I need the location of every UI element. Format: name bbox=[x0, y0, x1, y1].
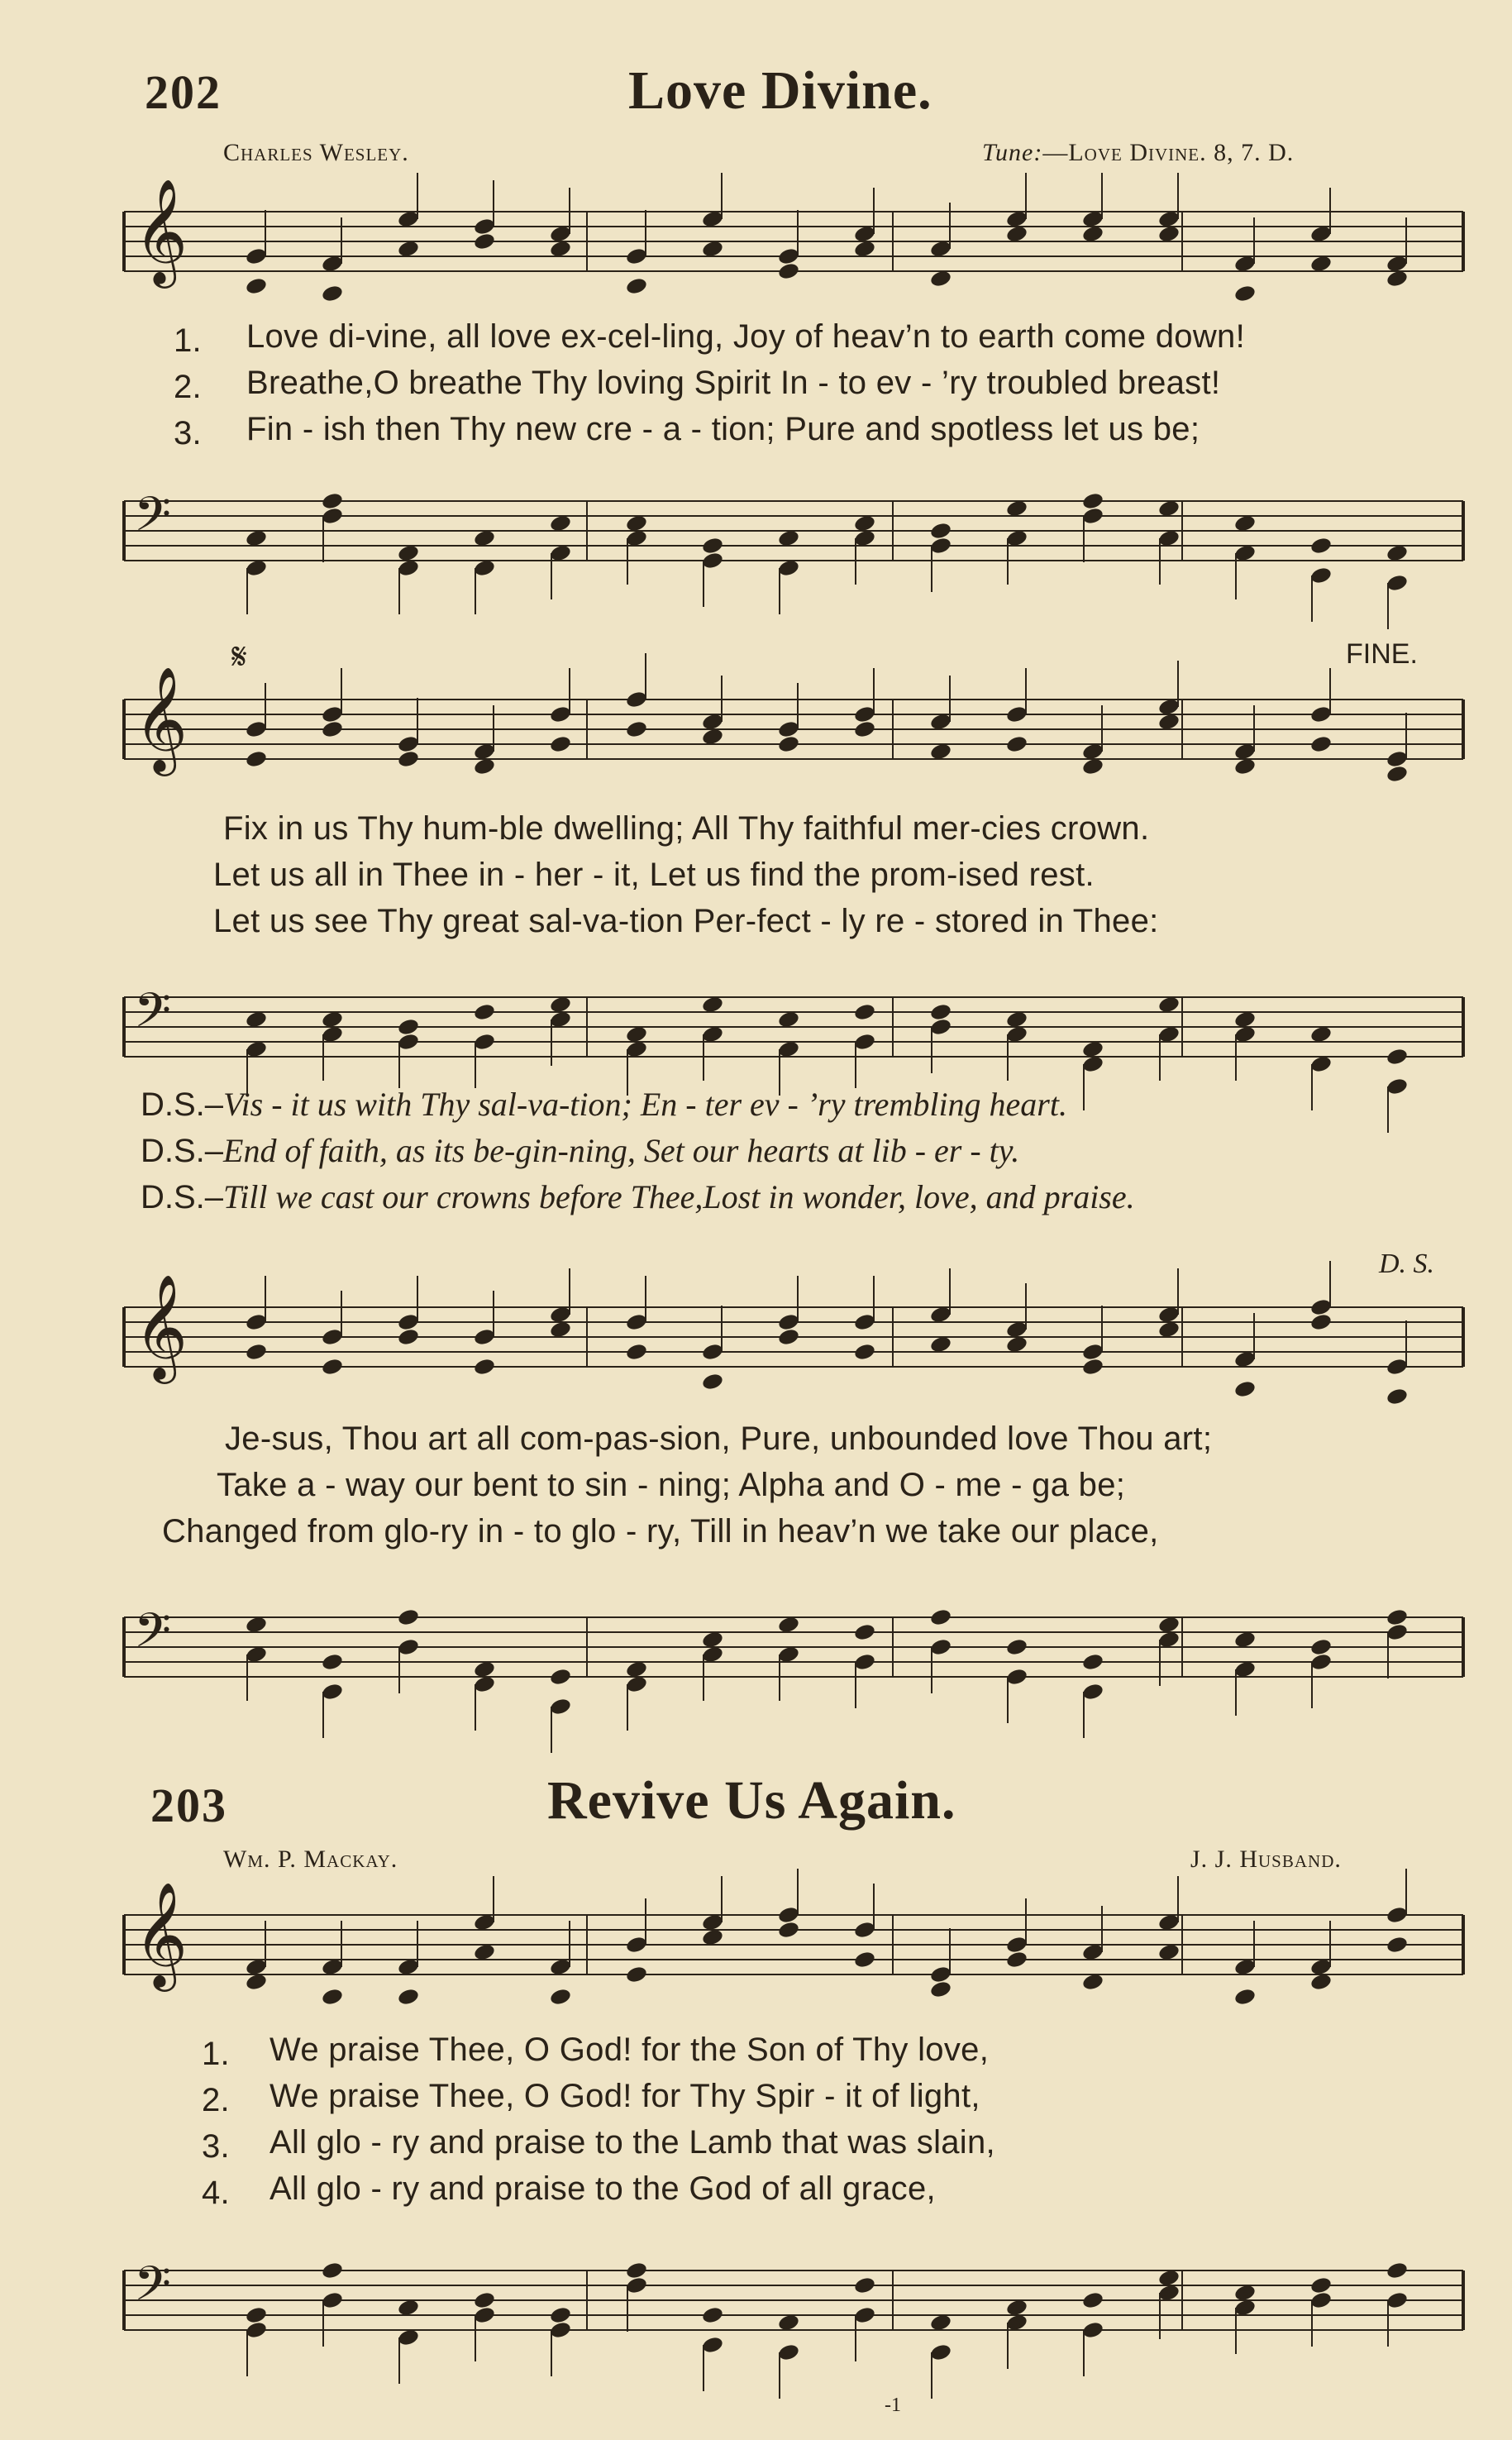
notehead bbox=[625, 1935, 648, 1954]
notehead bbox=[853, 1622, 876, 1641]
notehead bbox=[321, 719, 344, 738]
notehead bbox=[1309, 566, 1333, 585]
verse-203-1: We praise Thee, O God! for the Son of Thy love, bbox=[269, 2032, 990, 2068]
treble-clef-icon: 𝄞 bbox=[134, 178, 188, 284]
notehead bbox=[549, 2305, 572, 2324]
notehead bbox=[701, 551, 724, 570]
verse-2-line-3: Take a - way our bent to sin - ning; Alpha and O - me - ga be; bbox=[217, 1467, 1126, 1503]
verse-3-line-3: Changed from glo-ry in - to glo - ry, Till in heav’n we take our place, bbox=[162, 1513, 1159, 1549]
notehead bbox=[1233, 1987, 1257, 2006]
notehead bbox=[701, 1372, 724, 1391]
notehead bbox=[473, 2290, 496, 2309]
notehead bbox=[625, 1342, 648, 1361]
verse-3-line-2: Let us see Thy great sal-va-tion Per-fect - ly re - stored in Thee: bbox=[213, 903, 1159, 939]
notehead bbox=[1081, 1682, 1104, 1701]
notehead bbox=[853, 1652, 876, 1671]
notehead bbox=[777, 719, 800, 738]
segno-sign: 𝄋 bbox=[231, 637, 247, 677]
notehead bbox=[929, 1017, 952, 1036]
notehead bbox=[397, 1637, 420, 1656]
notehead bbox=[1386, 573, 1409, 592]
notehead bbox=[397, 1312, 420, 1331]
notehead bbox=[473, 2305, 496, 2324]
notehead bbox=[625, 1312, 648, 1331]
notehead bbox=[1386, 1935, 1409, 1954]
treble-staff-system2 bbox=[124, 666, 1463, 794]
notehead bbox=[701, 2335, 724, 2354]
verse-2-number: 2. bbox=[174, 369, 202, 405]
notehead bbox=[1005, 1950, 1028, 1969]
notehead bbox=[473, 217, 496, 236]
notehead bbox=[321, 1357, 344, 1376]
notehead bbox=[1081, 1357, 1104, 1376]
notehead bbox=[321, 1987, 344, 2006]
notehead bbox=[1005, 704, 1028, 723]
notehead bbox=[473, 232, 496, 251]
ds-line-3: D.S.–Till we cast our crowns before Thee,Lost in wonder, love, and praise. bbox=[141, 1178, 1135, 1215]
notehead bbox=[777, 734, 800, 753]
notehead bbox=[853, 1920, 876, 1939]
verse-203-3-number: 3. bbox=[202, 2128, 230, 2165]
notehead bbox=[397, 1607, 420, 1626]
notehead bbox=[1081, 506, 1104, 525]
treble-staff-system3 bbox=[124, 1273, 1463, 1401]
ds-line-2: D.S.–End of faith, as its be-gin-ning, Set our hearts at lib - er - ty. bbox=[141, 1132, 1020, 1169]
notehead bbox=[321, 704, 344, 723]
hymn-author: Charles Wesley. bbox=[223, 139, 409, 166]
verse-2-line-2: Let us all in Thee in - her - it, Let us find the prom-ised rest. bbox=[213, 857, 1095, 893]
notehead bbox=[1005, 1637, 1028, 1656]
bass-clef-icon: 𝄢 bbox=[134, 485, 172, 554]
notehead bbox=[1233, 1379, 1257, 1398]
notehead bbox=[1386, 764, 1409, 783]
bass-staff-system3 bbox=[124, 1596, 1463, 1712]
notehead bbox=[625, 276, 648, 295]
verse-203-1-number: 1. bbox=[202, 2036, 230, 2072]
ds-line-1: D.S.–Vis - it us with Thy sal-va-tion; En - ter ev - ’ry trembling heart. bbox=[141, 1086, 1067, 1123]
notehead bbox=[1309, 2275, 1333, 2294]
notehead bbox=[1386, 1357, 1409, 1376]
notehead bbox=[1386, 1622, 1409, 1641]
notehead bbox=[473, 1327, 496, 1346]
treble-clef-icon: 𝄞 bbox=[134, 1273, 188, 1380]
hymn-composer-203: J. J. Husband. bbox=[1190, 1846, 1342, 1873]
notehead bbox=[929, 1607, 952, 1626]
verse-203-2: We praise Thee, O God! for Thy Spir - it of light, bbox=[269, 2078, 980, 2114]
notehead bbox=[321, 2290, 344, 2309]
notehead bbox=[1386, 1077, 1409, 1096]
notehead bbox=[853, 1950, 876, 1969]
tune-label: Tune: bbox=[982, 139, 1043, 166]
notehead bbox=[929, 521, 952, 540]
hymn-author-203: Wm. P. Mackay. bbox=[223, 1846, 398, 1873]
notehead bbox=[929, 2342, 952, 2361]
hymn-number-203: 203 bbox=[150, 1779, 227, 1832]
verse-1-line-1: Love di-vine, all love ex-cel-ling, Joy of heav’n to earth come down! bbox=[246, 318, 1245, 355]
notehead bbox=[625, 2261, 648, 2280]
notehead bbox=[625, 719, 648, 738]
notehead bbox=[1309, 734, 1333, 753]
notehead bbox=[397, 734, 420, 753]
verse-2-line-1: Breathe,O breathe Thy loving Spirit In - to ev - ’ry troubled breast! bbox=[246, 365, 1221, 401]
notehead bbox=[549, 1987, 572, 2006]
notehead bbox=[321, 284, 344, 303]
notehead bbox=[397, 749, 420, 768]
verse-203-3: All glo - ry and praise to the Lamb that was slain, bbox=[269, 2124, 995, 2161]
notehead bbox=[321, 506, 344, 525]
tune-name: —Love Divine. 8, 7. D. bbox=[1042, 139, 1295, 166]
notehead bbox=[473, 1032, 496, 1051]
notehead bbox=[1386, 2261, 1409, 2280]
notehead bbox=[701, 536, 724, 555]
notehead bbox=[549, 1697, 572, 1716]
notehead bbox=[853, 1342, 876, 1361]
notehead bbox=[701, 1342, 724, 1361]
notehead bbox=[853, 719, 876, 738]
notehead bbox=[1081, 2290, 1104, 2309]
notehead bbox=[1005, 1935, 1028, 1954]
notehead bbox=[853, 1312, 876, 1331]
notehead bbox=[1309, 1297, 1333, 1316]
notehead bbox=[777, 1327, 800, 1346]
notehead bbox=[1386, 2290, 1409, 2309]
notehead bbox=[245, 719, 268, 738]
hymn-number: 202 bbox=[145, 65, 222, 119]
notehead bbox=[1081, 1652, 1104, 1671]
notehead bbox=[1386, 1047, 1409, 1066]
verse-1-line-2: Fix in us Thy hum-ble dwelling; All Thy faithful mer-cies crown. bbox=[223, 810, 1150, 847]
notehead bbox=[245, 1342, 268, 1361]
notehead bbox=[1309, 536, 1333, 555]
treble-staff-203 bbox=[124, 1881, 1463, 2009]
footer-mark: -1 bbox=[885, 2395, 901, 2416]
notehead bbox=[1309, 1652, 1333, 1671]
notehead bbox=[1309, 1637, 1333, 1656]
notehead bbox=[853, 704, 876, 723]
notehead bbox=[625, 690, 648, 709]
notehead bbox=[1309, 2290, 1333, 2309]
verse-3-line-1: Fin - ish then Thy new cre - a - tion; Pure and spotless let us be; bbox=[246, 411, 1200, 447]
notehead bbox=[625, 2275, 648, 2294]
notehead bbox=[929, 536, 952, 555]
notehead bbox=[1386, 1387, 1409, 1406]
notehead bbox=[777, 1920, 800, 1939]
notehead bbox=[929, 1637, 952, 1656]
treble-staff-system1 bbox=[124, 178, 1463, 306]
notehead bbox=[625, 246, 648, 265]
notehead bbox=[245, 2320, 268, 2339]
notehead bbox=[853, 2275, 876, 2294]
treble-clef-icon: 𝄞 bbox=[134, 666, 188, 772]
notehead bbox=[777, 246, 800, 265]
notehead bbox=[473, 1357, 496, 1376]
bass-clef-icon: 𝄢 bbox=[134, 981, 172, 1050]
notehead bbox=[1081, 491, 1104, 510]
notehead bbox=[397, 1032, 420, 1051]
notehead bbox=[245, 1312, 268, 1331]
notehead bbox=[245, 2305, 268, 2324]
hymn-title: Love Divine. bbox=[628, 60, 932, 121]
notehead bbox=[777, 261, 800, 280]
treble-clef-icon: 𝄞 bbox=[134, 1881, 188, 1988]
ds-marker: D. S. bbox=[1379, 1249, 1435, 1279]
notehead bbox=[777, 1905, 800, 1924]
notehead bbox=[853, 2305, 876, 2324]
notehead bbox=[1386, 1607, 1409, 1626]
notehead bbox=[777, 2342, 800, 2361]
notehead bbox=[701, 2305, 724, 2324]
notehead bbox=[549, 734, 572, 753]
notehead bbox=[321, 2261, 344, 2280]
notehead bbox=[853, 1002, 876, 1021]
fine-marker: FINE. bbox=[1346, 638, 1418, 670]
notehead bbox=[321, 491, 344, 510]
notehead bbox=[929, 1979, 952, 1998]
notehead bbox=[1081, 2320, 1104, 2339]
bass-staff-system1 bbox=[124, 480, 1463, 595]
notehead bbox=[397, 1987, 420, 2006]
notehead bbox=[1081, 1342, 1104, 1361]
notehead bbox=[321, 1682, 344, 1701]
notehead bbox=[625, 1965, 648, 1984]
tune-credit bbox=[982, 139, 1294, 167]
notehead bbox=[321, 1652, 344, 1671]
verse-203-4: All glo - ry and praise to the God of all grace, bbox=[269, 2170, 936, 2207]
notehead bbox=[245, 749, 268, 768]
notehead bbox=[245, 246, 268, 265]
verse-203-2-number: 2. bbox=[202, 2082, 230, 2118]
notehead bbox=[397, 1017, 420, 1036]
notehead bbox=[1309, 1312, 1333, 1331]
notehead bbox=[853, 1032, 876, 1051]
notehead bbox=[549, 1667, 572, 1686]
bass-clef-icon: 𝄢 bbox=[134, 1602, 172, 1670]
notehead bbox=[245, 276, 268, 295]
notehead bbox=[777, 1312, 800, 1331]
notehead bbox=[1309, 704, 1333, 723]
verse-203-4-number: 4. bbox=[202, 2175, 230, 2211]
notehead bbox=[473, 1002, 496, 1021]
hymn-title-203: Revive Us Again. bbox=[547, 1770, 956, 1831]
bass-staff-203 bbox=[124, 2249, 1463, 2365]
notehead bbox=[549, 2320, 572, 2339]
notehead bbox=[1386, 1905, 1409, 1924]
notehead bbox=[549, 704, 572, 723]
notehead bbox=[321, 1327, 344, 1346]
notehead bbox=[929, 1965, 952, 1984]
bass-clef-icon: 𝄢 bbox=[134, 2255, 172, 2323]
notehead bbox=[1386, 749, 1409, 768]
verse-3-number: 3. bbox=[174, 415, 202, 451]
verse-1-line-3: Je-sus, Thou art all com-pas-sion, Pure, unbounded love Thou art; bbox=[225, 1421, 1213, 1457]
notehead bbox=[1233, 284, 1257, 303]
verse-1-number: 1. bbox=[174, 322, 202, 359]
notehead bbox=[1005, 734, 1028, 753]
bass-staff-system2 bbox=[124, 976, 1463, 1091]
notehead bbox=[397, 1327, 420, 1346]
notehead bbox=[929, 1002, 952, 1021]
notehead bbox=[1005, 1667, 1028, 1686]
